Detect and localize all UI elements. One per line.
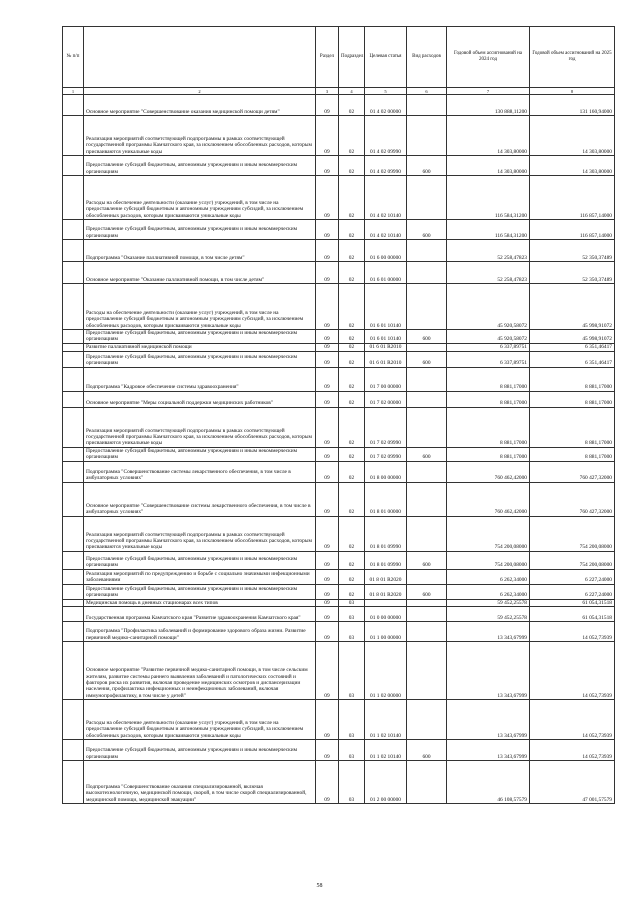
row-num-cell [63, 606, 84, 621]
header-2024: Годовой объем ассигнований на 2024 год [447, 27, 530, 88]
row-section-cell: 09 [316, 760, 339, 803]
row-num-cell [63, 569, 84, 584]
row-subsection-cell: 03 [339, 621, 365, 641]
page-number: 58 [316, 883, 323, 889]
table-row [63, 351, 615, 367]
row-2024-cell: 754 200,08000 [447, 551, 530, 569]
row-section-cell: 09 [316, 551, 339, 569]
table-row [63, 516, 615, 551]
row-target-cell: 01 0 00 00000 [365, 606, 407, 621]
row-subsection-cell: 02 [339, 367, 365, 391]
row-target-cell: 01 2 00 00000 [365, 760, 407, 803]
table-row [63, 621, 615, 641]
row-2024-cell: 13 343,67999 [447, 739, 530, 760]
row-exp-type-cell [407, 176, 447, 220]
row-2025-cell: 14 052,73939 [530, 699, 615, 739]
row-section-cell: 09 [316, 367, 339, 391]
row-name-cell: Подпрограмма "Кадровое обеспечение системы здравоохранения" [84, 367, 316, 391]
row-2024-cell: 59 452,25578 [447, 599, 530, 606]
row-2024-cell: 52 258,47823 [447, 262, 530, 284]
table-row [63, 461, 615, 482]
row-exp-type-cell [407, 95, 447, 116]
row-2024-cell: 6 337,89751 [447, 343, 530, 351]
row-section-cell: 09 [316, 584, 339, 599]
row-target-cell: 01 7 02 09990 [365, 407, 407, 447]
row-exp-type-cell: 600 [407, 156, 447, 176]
row-num-cell [63, 599, 84, 606]
row-2024-cell: 116 584,31200 [447, 176, 530, 220]
row-name-cell: Расходы на обеспечение деятельности (оказание услуг) учреждений, в том числе на предоставление субсидий бюджетным и автономным учреждениям субсидий, за исключением обособленных расходов, которым присваиваются уникальные коды [84, 699, 316, 739]
row-subsection-cell: 02 [339, 95, 365, 116]
row-exp-type-cell: 600 [407, 220, 447, 240]
row-section-cell: 09 [316, 262, 339, 284]
table-row [63, 760, 615, 803]
row-exp-type-cell [407, 391, 447, 407]
row-target-cell: 01 4 02 10140 [365, 220, 407, 240]
row-section-cell: 09 [316, 176, 339, 220]
table-row [63, 584, 615, 599]
row-num-cell [63, 739, 84, 760]
row-target-cell: 01 1 02 10140 [365, 699, 407, 739]
row-name-cell: Подпрограмма "Оказание паллиативной помощи, в том числе детям" [84, 240, 316, 262]
row-num-cell [63, 343, 84, 351]
row-subsection-cell: 02 [339, 156, 365, 176]
row-exp-type-cell: 600 [407, 447, 447, 461]
row-subsection-cell: 02 [339, 516, 365, 551]
row-subsection-cell: 03 [339, 599, 365, 606]
row-2025-cell: 760 427,32000 [530, 461, 615, 482]
row-target-cell: 01 8 01 R2020 [365, 569, 407, 584]
row-name-cell: Предоставление субсидий бюджетным, автономным учреждениям и иным некоммерческим организациям [84, 739, 316, 760]
row-exp-type-cell [407, 262, 447, 284]
row-name-cell: Основное мероприятие "Совершенствование оказания медицинской помощи детям" [84, 95, 316, 116]
row-target-cell: 01 7 02 09990 [365, 447, 407, 461]
row-2024-cell: 754 200,08000 [447, 516, 530, 551]
row-exp-type-cell [407, 699, 447, 739]
row-2025-cell: 116 857,14000 [530, 176, 615, 220]
row-2025-cell: 754 200,08000 [530, 516, 615, 551]
table-row [63, 262, 615, 284]
row-num-cell [63, 482, 84, 516]
budget-table [62, 26, 615, 804]
row-num-cell [63, 176, 84, 220]
table-row [63, 407, 615, 447]
table-header-row [63, 27, 615, 88]
row-section-cell: 09 [316, 116, 339, 156]
column-number: 2 [84, 88, 316, 95]
row-name-cell: Реализация мероприятий соответствующей подпрограммы в рамках соответствующей государственной программы Камчатского края, за исключением обособленных расходов, которым присваиваются уникальные коды [84, 116, 316, 156]
row-num-cell [63, 240, 84, 262]
row-2025-cell: 61 054,31518 [530, 606, 615, 621]
row-subsection-cell: 03 [339, 739, 365, 760]
row-2024-cell: 8 881,17000 [447, 367, 530, 391]
row-subsection-cell: 03 [339, 699, 365, 739]
row-num-cell [63, 367, 84, 391]
row-2024-cell: 59 452,25578 [447, 606, 530, 621]
column-number: 3 [316, 88, 339, 95]
table-row [63, 176, 615, 220]
row-section-cell: 09 [316, 699, 339, 739]
row-subsection-cell: 02 [339, 351, 365, 367]
row-2025-cell: 6 227,24000 [530, 584, 615, 599]
table-row [63, 482, 615, 516]
row-num-cell [63, 156, 84, 176]
row-section-cell: 09 [316, 461, 339, 482]
row-subsection-cell: 02 [339, 330, 365, 344]
row-target-cell: 01 4 02 10140 [365, 176, 407, 220]
row-name-cell: Предоставление субсидий бюджетным, автономным учреждениям и иным некоммерческим организациям [84, 584, 316, 599]
table-row [63, 551, 615, 569]
column-number: 1 [63, 88, 84, 95]
row-name-cell: Медицинская помощь в дневных стационарах всех типов [84, 599, 316, 606]
table-body [63, 95, 615, 804]
table-row [63, 343, 615, 351]
row-exp-type-cell: 600 [407, 584, 447, 599]
row-2024-cell: 13 343,67999 [447, 699, 530, 739]
row-target-cell: 01 6 01 10140 [365, 330, 407, 344]
row-2025-cell: 14 052,73939 [530, 641, 615, 699]
table-row [63, 391, 615, 407]
row-name-cell: Основное мероприятие "Развитие первичной медико-санитарной помощи, в том числе сельским жителям, развитие системы раннего выявления заболеваний и патологических состояний и факторов риска их развития, включая проведение медицинских осмотров и диспансеризации населения, профилактика инфекционных и неинфекционных заболеваний, включая иммунопрофилактику, в том числе у детей" [84, 641, 316, 699]
row-target-cell: 01 4 02 09990 [365, 116, 407, 156]
row-exp-type-cell [407, 461, 447, 482]
table-row [63, 116, 615, 156]
row-section-cell: 09 [316, 156, 339, 176]
row-subsection-cell: 02 [339, 407, 365, 447]
row-exp-type-cell [407, 599, 447, 606]
column-number: 5 [365, 88, 407, 95]
row-2024-cell: 45 920,58072 [447, 284, 530, 330]
row-2024-cell: 6 262,34000 [447, 569, 530, 584]
row-2025-cell: 14 303,80000 [530, 116, 615, 156]
row-num-cell [63, 641, 84, 699]
row-target-cell: 01 8 01 00000 [365, 482, 407, 516]
row-section-cell: 09 [316, 447, 339, 461]
row-target-cell: 01 6 01 10140 [365, 284, 407, 330]
row-2024-cell: 13 343,67999 [447, 621, 530, 641]
row-name-cell: Реализация мероприятий соответствующей подпрограммы в рамках соответствующей государственной программы Камчатского края, за исключением обособленных расходов, которым присваиваются уникальные коды [84, 516, 316, 551]
row-section-cell: 09 [316, 351, 339, 367]
row-num-cell [63, 621, 84, 641]
row-2025-cell: 8 881,17000 [530, 407, 615, 447]
header-subsection: Подраздел [339, 27, 365, 88]
row-subsection-cell: 03 [339, 760, 365, 803]
row-subsection-cell: 02 [339, 343, 365, 351]
row-subsection-cell: 02 [339, 220, 365, 240]
row-2025-cell: 52 350,37489 [530, 240, 615, 262]
row-num-cell [63, 516, 84, 551]
row-subsection-cell: 02 [339, 551, 365, 569]
row-section-cell: 09 [316, 220, 339, 240]
row-name-cell: Предоставление субсидий бюджетным, автономным учреждениям и иным некоммерческим организациям [84, 351, 316, 367]
row-target-cell: 01 7 02 00000 [365, 391, 407, 407]
row-target-cell: 01 8 01 09990 [365, 551, 407, 569]
row-exp-type-cell: 600 [407, 351, 447, 367]
row-subsection-cell: 02 [339, 584, 365, 599]
row-name-cell: Реализация мероприятий по предупреждению и борьбе с социально значимыми инфекционными заболеваниями [84, 569, 316, 584]
row-section-cell: 09 [316, 407, 339, 447]
row-target-cell: 01 1 02 00000 [365, 641, 407, 699]
row-target-cell: 01 6 01 00000 [365, 262, 407, 284]
row-subsection-cell: 02 [339, 461, 365, 482]
table-row [63, 220, 615, 240]
row-num-cell [63, 447, 84, 461]
row-num-cell [63, 407, 84, 447]
header-num: № п/п [63, 27, 84, 88]
row-2025-cell: 6 227,24000 [530, 569, 615, 584]
table-row [63, 599, 615, 606]
row-2025-cell: 45 998,91072 [530, 330, 615, 344]
table-row [63, 447, 615, 461]
row-num-cell [63, 551, 84, 569]
row-subsection-cell: 02 [339, 284, 365, 330]
row-exp-type-cell [407, 621, 447, 641]
table-row [63, 569, 615, 584]
row-name-cell: Государственная программа Камчатского края "Развитие здравоохранения Камчатского края" [84, 606, 316, 621]
row-2025-cell: 131 160,94000 [530, 95, 615, 116]
row-2024-cell: 760 462,42000 [447, 461, 530, 482]
row-2025-cell: 14 303,80000 [530, 156, 615, 176]
row-2025-cell: 45 998,91072 [530, 284, 615, 330]
row-target-cell: 01 6 01 R2010 [365, 351, 407, 367]
row-exp-type-cell [407, 516, 447, 551]
header-exp-type: Вид расходов [407, 27, 447, 88]
row-num-cell [63, 584, 84, 599]
row-target-cell: 01 8 01 09990 [365, 516, 407, 551]
row-name-cell: Основное мероприятие "Меры социальной поддержки медицинских работников" [84, 391, 316, 407]
row-2024-cell: 8 881,17000 [447, 447, 530, 461]
row-num-cell [63, 116, 84, 156]
row-num-cell [63, 330, 84, 344]
row-2025-cell: 14 052,73939 [530, 621, 615, 641]
row-subsection-cell: 02 [339, 569, 365, 584]
row-target-cell [365, 599, 407, 606]
row-name-cell: Основное мероприятие "Оказание паллиативной помощи, в том числе детям" [84, 262, 316, 284]
row-2024-cell: 45 920,58072 [447, 330, 530, 344]
row-subsection-cell: 03 [339, 606, 365, 621]
row-2025-cell: 754 200,08000 [530, 551, 615, 569]
row-exp-type-cell [407, 284, 447, 330]
row-name-cell: Расходы на обеспечение деятельности (оказание услуг) учреждений, в том числе на предоставление субсидий бюджетным и автономным учреждениям субсидий, за исключением обособленных расходов, которым присваиваются уникальные коды [84, 284, 316, 330]
row-2025-cell: 8 881,17000 [530, 447, 615, 461]
row-section-cell: 09 [316, 343, 339, 351]
budget-table-sheet [62, 26, 614, 804]
row-section-cell: 09 [316, 284, 339, 330]
row-2025-cell: 6 351,46417 [530, 351, 615, 367]
row-2024-cell: 13 343,67999 [447, 641, 530, 699]
header-2025: Годовой объем ассигнований на 2025 год [530, 27, 615, 88]
table-row [63, 367, 615, 391]
row-section-cell: 09 [316, 482, 339, 516]
row-exp-type-cell [407, 760, 447, 803]
row-section-cell: 09 [316, 569, 339, 584]
row-subsection-cell: 02 [339, 176, 365, 220]
column-number: 4 [339, 88, 365, 95]
row-exp-type-cell [407, 367, 447, 391]
row-section-cell: 09 [316, 240, 339, 262]
row-target-cell: 01 6 00 00000 [365, 240, 407, 262]
row-name-cell: Предоставление субсидий бюджетным, автономным учреждениям и иным некоммерческим организациям [84, 220, 316, 240]
row-exp-type-cell: 600 [407, 330, 447, 344]
row-section-cell: 09 [316, 599, 339, 606]
row-name-cell: Подпрограмма "Совершенствование оказания специализированной, включая высокотехнологичную, медицинской помощи, скорой, в том числе скорой специализированной, медицинской помощи, медицинской эвакуации" [84, 760, 316, 803]
row-name-cell: Предоставление субсидий бюджетным, автономным учреждениям и иным некоммерческим организациям [84, 551, 316, 569]
table-row [63, 156, 615, 176]
row-exp-type-cell [407, 343, 447, 351]
row-exp-type-cell [407, 407, 447, 447]
row-name-cell: Подпрограмма "Совершенствование системы лекарственного обеспечения, в том числе в амбулаторных условиях" [84, 461, 316, 482]
row-exp-type-cell: 600 [407, 551, 447, 569]
row-exp-type-cell [407, 482, 447, 516]
row-2025-cell: 47 001,57579 [530, 760, 615, 803]
row-exp-type-cell: 600 [407, 739, 447, 760]
table-row [63, 95, 615, 116]
row-num-cell [63, 95, 84, 116]
table-row [63, 739, 615, 760]
row-2025-cell: 8 881,17000 [530, 367, 615, 391]
table-row [63, 284, 615, 330]
row-target-cell: 01 7 00 00000 [365, 367, 407, 391]
row-2024-cell: 14 303,80000 [447, 156, 530, 176]
row-section-cell: 09 [316, 739, 339, 760]
row-section-cell: 09 [316, 606, 339, 621]
row-2024-cell: 8 881,17000 [447, 407, 530, 447]
row-exp-type-cell [407, 569, 447, 584]
row-name-cell: Подпрограмма "Профилактика заболеваний и формирование здорового образа жизни. Развитие первичной медико-санитарной помощи" [84, 621, 316, 641]
row-exp-type-cell [407, 240, 447, 262]
row-section-cell: 09 [316, 95, 339, 116]
row-2024-cell: 760 462,42000 [447, 482, 530, 516]
table-row [63, 330, 615, 344]
row-section-cell: 09 [316, 516, 339, 551]
table-row [63, 240, 615, 262]
header-target: Целевая статья [365, 27, 407, 88]
row-exp-type-cell [407, 641, 447, 699]
row-num-cell [63, 391, 84, 407]
row-num-cell [63, 351, 84, 367]
header-name [84, 27, 316, 88]
row-2024-cell: 6 262,34000 [447, 584, 530, 599]
row-subsection-cell: 03 [339, 641, 365, 699]
row-num-cell [63, 262, 84, 284]
table-row [63, 606, 615, 621]
table-row [63, 699, 615, 739]
row-2024-cell: 46 108,57579 [447, 760, 530, 803]
column-number: 7 [447, 88, 530, 95]
row-subsection-cell: 02 [339, 262, 365, 284]
row-2025-cell: 116 857,14000 [530, 220, 615, 240]
row-2025-cell: 52 350,37489 [530, 262, 615, 284]
row-num-cell [63, 699, 84, 739]
row-2024-cell: 14 303,80000 [447, 116, 530, 156]
row-num-cell [63, 220, 84, 240]
row-name-cell: Предоставление субсидий бюджетным, автономным учреждениям и иным некоммерческим организациям [84, 330, 316, 344]
row-target-cell: 01 4 02 09990 [365, 156, 407, 176]
row-subsection-cell: 02 [339, 240, 365, 262]
row-num-cell [63, 284, 84, 330]
row-subsection-cell: 02 [339, 391, 365, 407]
row-exp-type-cell [407, 606, 447, 621]
row-target-cell: 01 6 01 R2010 [365, 343, 407, 351]
row-2025-cell: 8 881,17000 [530, 391, 615, 407]
column-number: 6 [407, 88, 447, 95]
row-2024-cell: 52 258,47823 [447, 240, 530, 262]
row-section-cell: 09 [316, 330, 339, 344]
row-subsection-cell: 02 [339, 447, 365, 461]
row-name-cell: Развитие паллиативной медицинской помощи [84, 343, 316, 351]
table-row [63, 641, 615, 699]
row-name-cell: Предоставление субсидий бюджетным, автономным учреждениям и иным некоммерческим организациям [84, 447, 316, 461]
row-num-cell [63, 760, 84, 803]
row-target-cell: 01 8 00 00000 [365, 461, 407, 482]
row-2024-cell: 8 881,17000 [447, 391, 530, 407]
row-2025-cell: 61 054,31518 [530, 599, 615, 606]
row-section-cell: 09 [316, 621, 339, 641]
row-name-cell: Реализация мероприятий соответствующей подпрограммы в рамках соответствующей государственной программы Камчатского края, за исключением обособленных расходов, которым присваиваются уникальные коды [84, 407, 316, 447]
row-2025-cell: 14 052,73939 [530, 739, 615, 760]
row-subsection-cell: 02 [339, 482, 365, 516]
row-subsection-cell: 02 [339, 116, 365, 156]
row-2024-cell: 130 888,11200 [447, 95, 530, 116]
row-target-cell: 01 1 02 10140 [365, 739, 407, 760]
row-num-cell [63, 461, 84, 482]
row-target-cell: 01 1 00 00000 [365, 621, 407, 641]
row-2025-cell: 6 351,46417 [530, 343, 615, 351]
row-name-cell: Основное мероприятие "Совершенствование системы лекарственного обеспечения, в том числе в амбулаторных условиях" [84, 482, 316, 516]
row-2024-cell: 116 584,31200 [447, 220, 530, 240]
row-exp-type-cell [407, 116, 447, 156]
row-target-cell: 01 4 02 00000 [365, 95, 407, 116]
row-2025-cell: 760 427,32000 [530, 482, 615, 516]
column-number: 8 [530, 88, 615, 95]
row-name-cell: Расходы на обеспечение деятельности (оказание услуг) учреждений, в том числе на предоставление субсидий бюджетным и автономным учреждениям субсидий, за исключением обособленных расходов, которым присваиваются уникальные коды [84, 176, 316, 220]
row-name-cell: Предоставление субсидий бюджетным, автономным учреждениям и иным некоммерческим организациям [84, 156, 316, 176]
header-section: Раздел [316, 27, 339, 88]
column-number-row [63, 88, 615, 95]
row-2024-cell: 6 337,89751 [447, 351, 530, 367]
row-target-cell: 01 8 01 R2020 [365, 584, 407, 599]
row-section-cell: 09 [316, 391, 339, 407]
row-section-cell: 09 [316, 641, 339, 699]
